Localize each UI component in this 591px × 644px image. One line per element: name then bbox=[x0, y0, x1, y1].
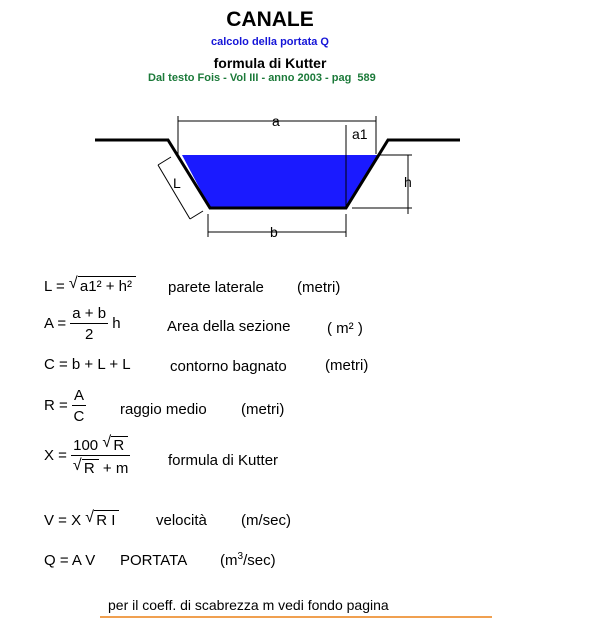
formula-Q-unit-post: /sec) bbox=[243, 552, 276, 569]
formula-X-num bbox=[71, 436, 130, 456]
formula-R bbox=[44, 388, 86, 424]
sqrt-symbol: √ a1² + h² bbox=[69, 276, 136, 295]
formula-V-lhs: V = X bbox=[44, 512, 82, 529]
formula-L-lhs: L = bbox=[44, 278, 65, 295]
formula-V-rad: R I bbox=[94, 510, 119, 529]
formula-X-lhs: X = bbox=[44, 446, 67, 464]
formula-L-unit: (metri) bbox=[297, 279, 341, 296]
formula-Q: Q = A V bbox=[44, 552, 96, 569]
formula-X-den bbox=[71, 456, 130, 476]
label-a: a bbox=[272, 113, 280, 129]
formula-A-unit: ( m² ) bbox=[327, 320, 363, 337]
source-text: Dal testo Fois - Vol III - anno 2003 - pag bbox=[148, 72, 352, 84]
label-a1: a1 bbox=[352, 126, 368, 142]
formula-L-desc: parete laterale bbox=[168, 279, 264, 296]
label-h: h bbox=[404, 174, 412, 190]
scabrezza-note: per il coeff. di scabrezza m vedi fondo pagina bbox=[108, 597, 389, 613]
formula-R-lhs: R = bbox=[44, 396, 68, 414]
formula-V-unit: (m/sec) bbox=[241, 512, 291, 529]
formula-L bbox=[44, 276, 136, 295]
label-L: L bbox=[173, 175, 181, 191]
source-page: 589 bbox=[357, 72, 376, 84]
fraction bbox=[70, 306, 108, 342]
formula-Q-unit bbox=[220, 551, 276, 569]
label-b: b bbox=[270, 224, 278, 240]
formula-V-desc: velocità bbox=[156, 512, 207, 529]
formula-X-den-rad: R bbox=[82, 459, 99, 476]
formula-R-num: A bbox=[73, 387, 84, 404]
sqrt-symbol: √ R bbox=[102, 436, 128, 453]
formula-R-den: C bbox=[73, 408, 85, 425]
note-underline bbox=[100, 616, 492, 618]
formula-X-coef: 100 bbox=[73, 437, 99, 454]
formula-Q-unit-exp: 3 bbox=[237, 551, 244, 562]
water-area bbox=[182, 155, 378, 208]
fraction bbox=[72, 388, 86, 424]
sqrt-symbol: √ R I bbox=[85, 510, 119, 529]
subtitle: calcolo della portata Q bbox=[211, 36, 329, 48]
formula-X bbox=[44, 436, 130, 476]
formula-name: formula di Kutter bbox=[213, 55, 327, 71]
formula-C-desc: contorno bagnato bbox=[170, 358, 287, 375]
formula-X-desc: formula di Kutter bbox=[168, 452, 279, 469]
formula-R-unit: (metri) bbox=[241, 401, 285, 418]
formula-A bbox=[44, 306, 121, 342]
formula-Q-unit-pre: (m bbox=[220, 552, 238, 569]
channel-cross-section bbox=[0, 0, 591, 250]
fraction bbox=[71, 436, 130, 476]
formula-C: C = b + L + L bbox=[44, 356, 131, 373]
formula-A-desc: Area della sezione bbox=[167, 318, 291, 335]
formula-X-rad: R bbox=[111, 436, 128, 453]
formula-R-desc: raggio medio bbox=[120, 401, 207, 418]
formula-V bbox=[44, 510, 119, 529]
formula-A-lhs: A = bbox=[44, 314, 67, 332]
formula-A-num: a + b bbox=[72, 305, 107, 322]
sqrt-symbol: √ R bbox=[73, 459, 99, 476]
formula-Q-desc: PORTATA bbox=[120, 552, 188, 569]
formula-L-radicand: a1² + h² bbox=[78, 276, 136, 295]
formula-A-tail: h bbox=[112, 314, 121, 332]
formula-C-unit: (metri) bbox=[325, 357, 369, 374]
formula-A-den: 2 bbox=[85, 326, 94, 343]
formula-X-den-tail: + m bbox=[102, 460, 129, 477]
page-title: CANALE bbox=[226, 8, 314, 31]
